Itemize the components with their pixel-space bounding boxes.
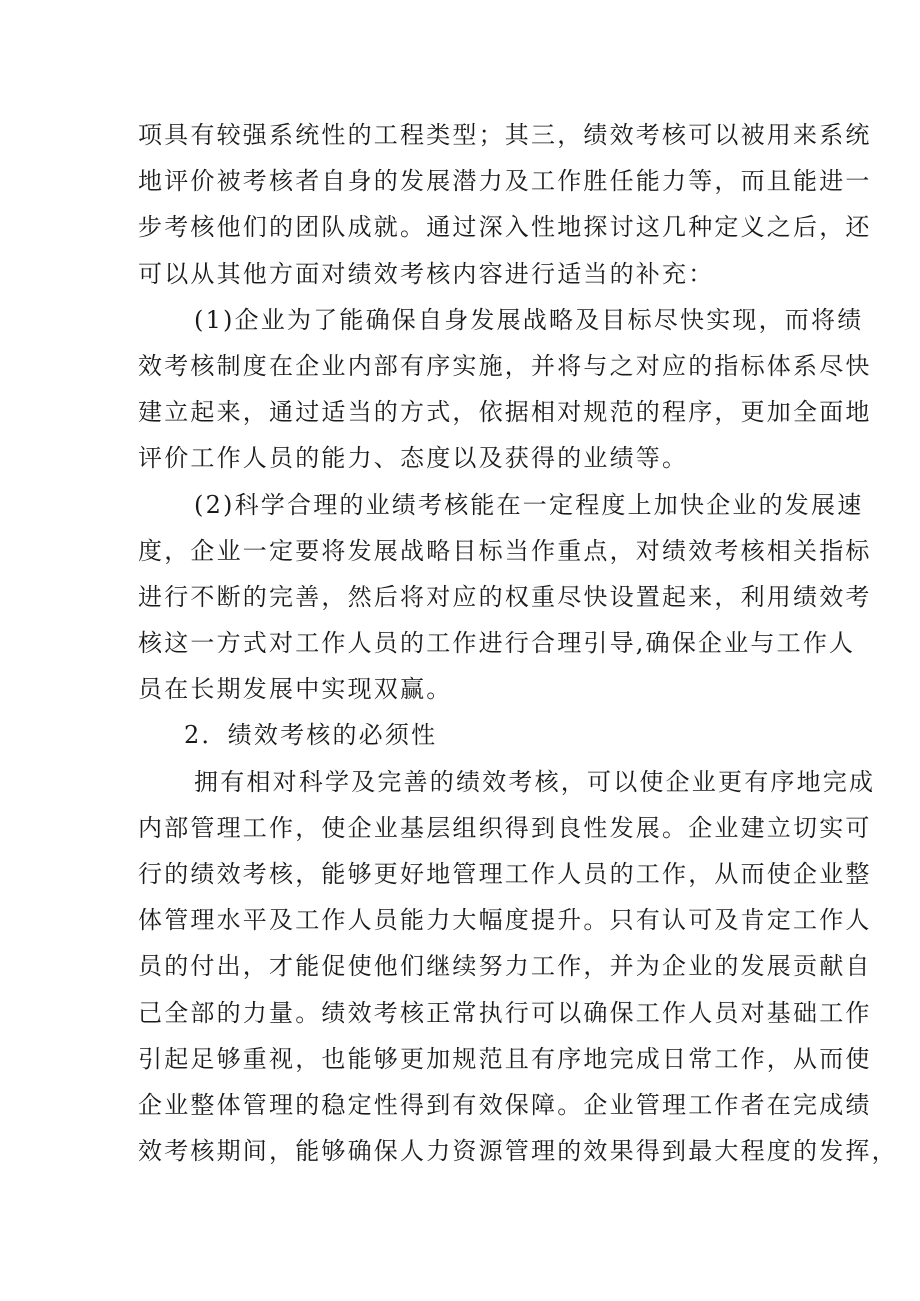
- text-line: (1)企业为了能确保自身发展战略及目标尽快实现，而将绩: [194, 305, 864, 334]
- text-line: 度，企业一定要将发展战略目标当作重点，对绩效考核相关指标: [138, 536, 872, 565]
- text-line: 地评价被考核者自身的发展潜力及工作胜任能力等，而且能进一: [138, 167, 872, 196]
- text-line: 己全部的力量。绩效考核正常执行可以确保工作人员对基础工作: [138, 998, 872, 1027]
- text-line: 进行不断的完善，然后将对应的权重尽快设置起来，利用绩效考: [138, 582, 872, 611]
- text-line: 体管理水平及工作人员能力大幅度提升。只有认可及肯定工作人: [138, 906, 872, 935]
- text-line: 企业整体管理的稳定性得到有效保障。企业管理工作者在完成绩: [138, 1090, 872, 1119]
- text-line: 建立起来，通过适当的方式，依据相对规范的程序，更加全面地: [138, 398, 872, 427]
- text-line: 可以从其他方面对绩效考核内容进行适当的补充：: [138, 259, 715, 288]
- text-line: 拥有相对科学及完善的绩效考核，可以使企业更有序地完成: [194, 767, 876, 796]
- text-line: 员在长期发展中实现双赢。: [138, 675, 453, 704]
- text-line: 步考核他们的团队成就。通过深入性地探讨这几种定义之后，还: [138, 213, 872, 242]
- text-line: 核这一方式对工作人员的工作进行合理引导,确保企业与工作人: [138, 629, 856, 658]
- text-line: 引起足够重视，也能够更加规范且有序地完成日常工作，从而使: [138, 1044, 872, 1073]
- text-line: 行的绩效考核，能够更好地管理工作人员的工作，从而使企业整: [138, 860, 872, 888]
- text-line: 效考核期间，能够确保人力资源管理的效果得到最大程度的发挥，: [138, 1137, 898, 1166]
- text-line: 效考核制度在企业内部有序实施，并将与之对应的指标体系尽快: [138, 351, 872, 380]
- document-body: [138, 112, 898, 1174]
- text-line: (2)科学合理的业绩考核能在一定程度上加快企业的发展速: [194, 490, 864, 519]
- text-line: 员的付出，才能促使他们继续努力工作，并为企业的发展贡献自: [138, 952, 872, 981]
- section-heading: 2．绩效考核的必须性: [184, 721, 438, 750]
- text-line: 评价工作人员的能力、态度以及获得的业绩等。: [138, 444, 689, 473]
- text-line: 项具有较强系统性的工程类型；其三，绩效考核可以被用来系统: [138, 121, 872, 149]
- text-line: 内部管理工作，使企业基层组织得到良性发展。企业建立切实可: [138, 813, 872, 842]
